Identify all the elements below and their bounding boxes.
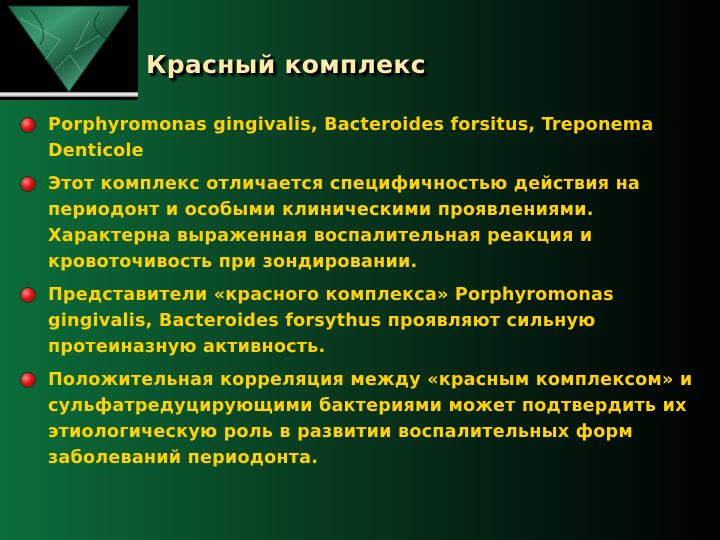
bullet-item <box>20 282 700 360</box>
bullet-text: Porphyromonas gingivalis, Bacteroides forsitus, Treponema Denticole <box>48 115 654 161</box>
bullet-text: Этот комплекс отличается специфичностью действия на периодонт и особыми клиническими проявлениями. Характерна выраженная воспалительная реакция и кровоточивость при зондировании. <box>48 174 641 272</box>
slide-title: Красный комплекс <box>146 50 426 79</box>
bullet-list <box>20 112 700 478</box>
bullet-text: Представители «красного комплекса» Porphyromonas gingivalis, Bacteroides forsythus проявляют сильную протеиназную активность. <box>48 285 614 357</box>
bullet-item <box>20 112 700 164</box>
red-dot-bullet-icon <box>21 118 35 132</box>
red-dot-bullet-icon <box>21 177 35 191</box>
green-marble-triangle-icon <box>0 0 138 100</box>
bullet-item <box>20 367 700 471</box>
red-dot-bullet-icon <box>21 373 35 387</box>
bullet-text: Положительная корреляция между «красным комплексом» и сульфатредуцирующими бактериями может подтвердить их этиологическую роль в развитии воспалительных форм заболеваний периодонта. <box>48 370 693 468</box>
red-dot-bullet-icon <box>21 288 35 302</box>
bullet-item <box>20 171 700 275</box>
